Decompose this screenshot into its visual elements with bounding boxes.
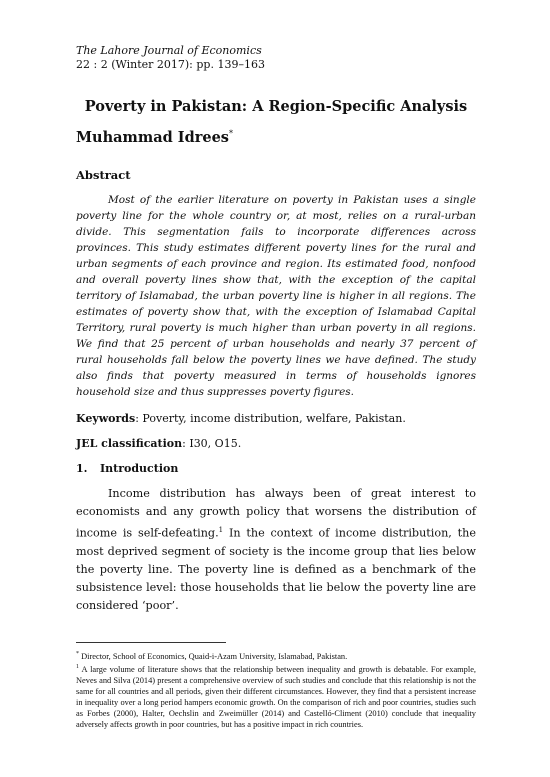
intro-paragraph — [76, 485, 476, 615]
footnote-text: Director, School of Economics, Quaid-i-Azam University, Islamabad, Pakistan. — [79, 651, 348, 661]
section-number: 1. — [76, 462, 88, 475]
jel-text: : I30, O15. — [182, 437, 242, 450]
jel-classification — [76, 437, 476, 450]
footnote-ref: 1 — [218, 526, 224, 534]
footnote-text: A large volume of literature shows that the relationship between inequality and growth is debatable. For example, Neves and Silva (2014) present a comprehensive overview of such studies and conclude that this relationship is not the same for all countries and all periods, given their different circumstances. However, they find that a persistent increase in inequality over a long period hampers economic growth. On the comparison of rich and poor countries, studies such as Forbes (2000), Halter, Oechslin and Zweimüller (2014) and Castelló-Climent (2010) conclude that inequality adversely affects growth in poor countries, but has a positive impact in rich countries. — [76, 664, 476, 729]
keywords-text: : Poverty, income distribution, welfare, Pakistan. — [135, 412, 406, 425]
section-heading — [76, 462, 476, 475]
footnote-1 — [76, 662, 476, 730]
author-footnote-marker: * — [228, 129, 233, 139]
journal-issue: 22 : 2 (Winter 2017): pp. 139–163 — [76, 58, 265, 71]
abstract-heading: Abstract — [76, 168, 131, 182]
keywords-label: Keywords — [76, 412, 136, 425]
intro-text-part1: Income distribution has always been of great interest to economists and any growth policy that worsens the distribution of income is self-defeating. — [76, 487, 476, 540]
journal-name: The Lahore Journal of Economics — [76, 44, 262, 57]
author-name: Muhammad Idrees — [76, 129, 229, 146]
footnote-marker: * — [76, 651, 79, 657]
footnotes — [76, 642, 476, 730]
paper-title: Poverty in Pakistan: A Region-Specific Analysis — [84, 98, 468, 115]
keywords — [76, 412, 476, 425]
footnote-rule — [76, 642, 226, 643]
footnote-author — [76, 649, 476, 662]
jel-label: JEL classification — [76, 437, 183, 450]
footnote-marker: 1 — [76, 663, 79, 670]
section-title: Introduction — [100, 462, 179, 475]
intro-text-part2: In the context of income distribution, the most deprived segment of society is the income group that lies below the poverty line. The poverty line is defined as a benchmark of the subsistence level: those households that lie below the poverty line are considered ‘poor’. — [76, 526, 476, 612]
author — [76, 129, 476, 146]
abstract-text: Most of the earlier literature on poverty in Pakistan uses a single poverty line for the whole country or, at most, relies on a rural-urban divide. This segmentation fails to incorporate differences across provinces. This study estimates different poverty lines for the rural and urban segments of each province and region. Its estimated food, nonfood and overall poverty lines show that, with the exception of the capital territory of Islamabad, the urban poverty line is higher in all regions. The estimates of poverty show that, with the exception of Islamabad Capital Territory, rural poverty is much higher than urban poverty in all regions. We find that 25 percent of urban households and nearly 37 percent of rural households fall below the poverty lines we have defined. The study also finds that poverty measured in terms of households ignores household size and thus suppresses poverty figures. — [76, 194, 476, 398]
